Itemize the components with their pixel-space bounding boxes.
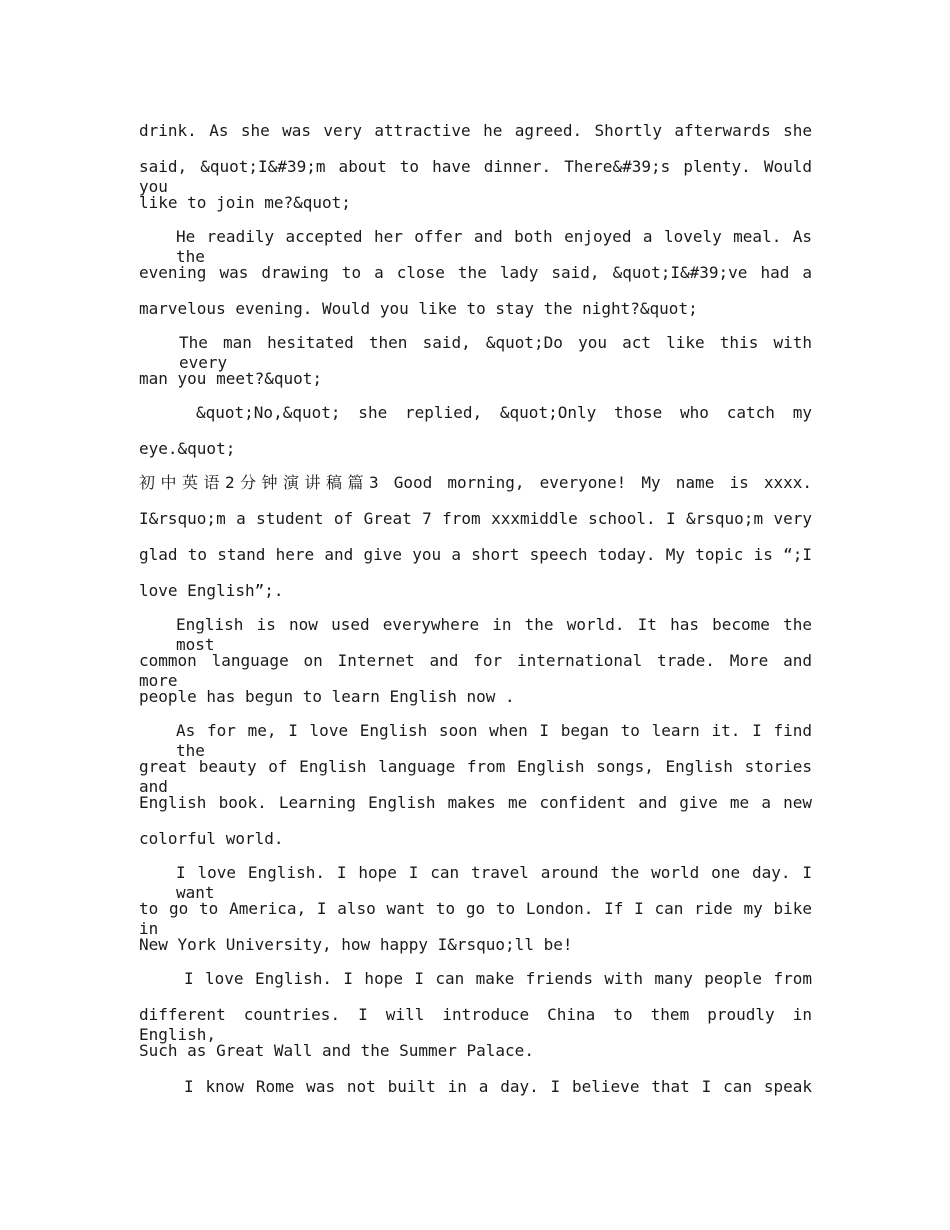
paragraph-first-line: As for me, I love English soon when I began to learn it. I find the [176, 721, 812, 760]
text-line: love English”;. [139, 581, 284, 600]
text-line: New York University, how happy I&rsquo;ll be! [139, 935, 573, 954]
text-line: I&rsquo;m a student of Great 7 from xxxmiddle school. I &rsquo;m very [139, 509, 812, 528]
text-line: common language on Internet and for international trade. More and more [139, 651, 812, 690]
text-line: English book. Learning English makes me confident and give me a new [139, 793, 812, 812]
paragraph-first-line: I love English. I hope I can travel around the world one day. I want [176, 863, 812, 902]
text-line: different countries. I will introduce China to them proudly in English, [139, 1005, 812, 1044]
text-line: Such as Great Wall and the Summer Palace. [139, 1041, 534, 1060]
text-line: drink. As she was very attractive he agreed. Shortly afterwards she [139, 121, 812, 140]
paragraph-first-line: &quot;No,&quot; she replied, &quot;Only those who catch my [196, 403, 812, 422]
text-line: marvelous evening. Would you like to stay the night?&quot; [139, 299, 698, 318]
paragraph-first-line: English is now used everywhere in the world. It has become the most [176, 615, 812, 654]
text-line: colorful world. [139, 829, 284, 848]
text-line: man you meet?&quot; [139, 369, 323, 388]
paragraph-first-line: He readily accepted her offer and both enjoyed a lovely meal. As the [176, 227, 812, 266]
text-line: eye.&quot; [139, 439, 236, 458]
text-line: glad to stand here and give you a short speech today. My topic is “;I [139, 545, 812, 564]
text-line: evening was drawing to a close the lady said, &quot;I&#39;ve had a [139, 263, 812, 282]
text-line: like to join me?&quot; [139, 193, 351, 212]
paragraph-first-line: The man hesitated then said, &quot;Do you act like this with every [179, 333, 812, 372]
paragraph-first-line: I love English. I hope I can make friends with many people from [184, 969, 812, 988]
paragraph-first-line: I know Rome was not built in a day. I believe that I can speak [184, 1077, 812, 1096]
text-line: to go to America, I also want to go to London. If I can ride my bike in [139, 899, 812, 938]
text-line: said, &quot;I&#39;m about to have dinner. There&#39;s plenty. Would you [139, 157, 812, 196]
text-line: great beauty of English language from English songs, English stories and [139, 757, 812, 796]
section-heading-line: 初中英语2分钟演讲稿篇3 Good morning, everyone! My name is xxxx. [139, 473, 812, 492]
text-line: people has begun to learn English now . [139, 687, 515, 706]
